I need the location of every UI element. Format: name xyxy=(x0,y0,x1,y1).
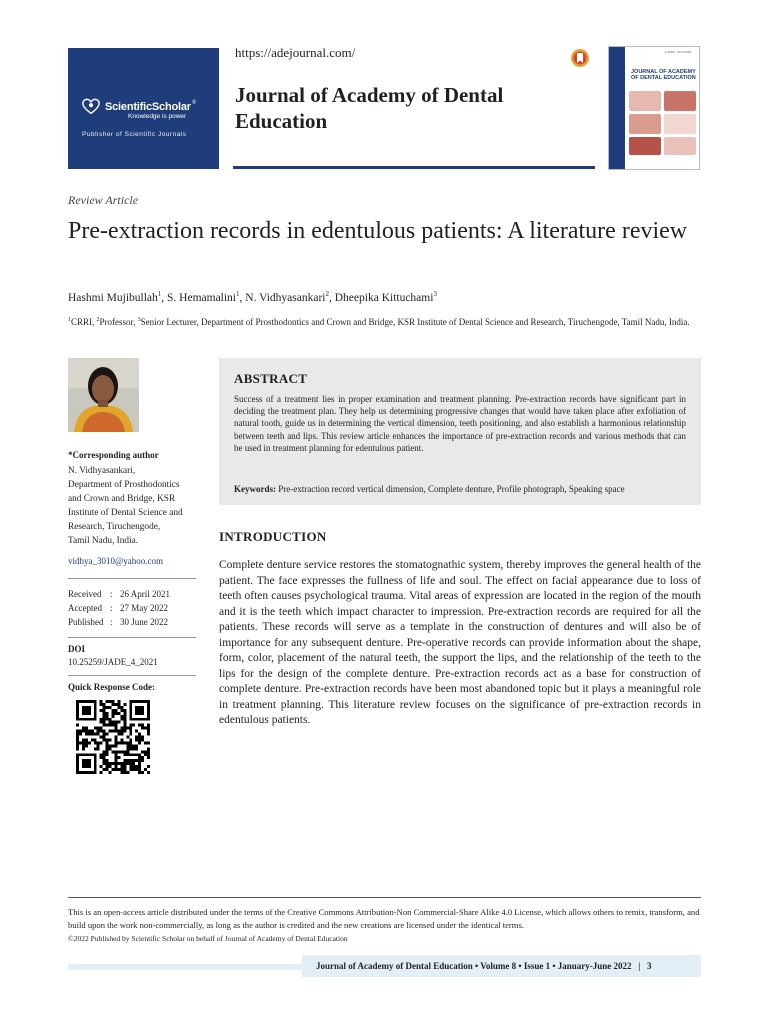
publisher-name: ScientificScholar xyxy=(105,101,191,113)
date-value: 30 June 2022 xyxy=(120,617,168,627)
keywords xyxy=(234,484,694,494)
author-photo xyxy=(68,358,139,432)
journal-cover-thumbnail: e-ISSN · Print ISSN JOURNAL OF ACADEMY OF DENTAL EDUCATION xyxy=(608,46,700,170)
keywords-text: Pre-extraction record vertical dimension, Complete denture, Profile photograph, Speaking space xyxy=(278,484,625,494)
journal-url-link[interactable]: https://adejournal.com/ xyxy=(235,45,356,60)
footer-journal-line: Journal of Academy of Dental Education • Volume 8 • Issue 1 • January-June 2022 | 3 xyxy=(316,961,652,971)
affiliation-text: Professor, xyxy=(99,317,138,327)
check-for-updates-icon[interactable] xyxy=(570,48,590,68)
author-name: Hashmi Mujibullah xyxy=(68,291,158,304)
date-value: 27 May 2022 xyxy=(120,603,168,613)
address-line: N. Vidhyasankari, xyxy=(68,466,136,476)
date-label: Received xyxy=(68,589,102,599)
address-line: Tamil Nadu, India. xyxy=(68,536,139,546)
address-line: Institute of Dental Science and xyxy=(68,508,183,518)
footer-band xyxy=(68,964,302,970)
affiliation-text: CRRI, xyxy=(71,317,97,327)
introduction-text: Complete denture service restores the stomatognathic system, thereby improves the general health of the patient. The face expresses the fullness of life and soul. The effect on facial appearance due to loss of teeth often causes psychological trauma. Vital areas of expression are located in the region of the mouth and it is the teeth which impact character to impression. Pre-extraction records are required for all the patients. These records will serve as a template in the construction of dentures and will also be of importance for any subsequent denture. Pre-operative records can provide information about the shape, form, color, placement of the natural teeth, the support the lips, and the relationship of the teeth to the lips for the design of the complete denture. Pre-extraction records act as a base for construction of complete denture. Pre-extraction records have been most abandoned topic but it plays a meaningful role in treatment planning. This literature review focuses on the significance of pre-extraction records in edentulous patients. xyxy=(219,559,701,726)
publisher-subline: Publisher of Scientific Journals xyxy=(82,131,187,138)
license-text: This is an open-access article distributed under the terms of the Creative Commons Attribution-Non Commercial-Share Alike 4.0 License, which allows others to remix, transform, and build upon the work non-commercially, as long as the author is credited and the new creations are licensed under the identical terms. xyxy=(68,907,700,930)
address-line: Research, Tiruchengode, xyxy=(68,522,161,532)
date-separator: : xyxy=(110,617,113,627)
license-notice xyxy=(68,906,708,945)
date-row xyxy=(68,587,170,601)
corresponding-author-heading: *Corresponding author xyxy=(68,450,159,460)
publisher-logo: ScientificScholar ® Knowledge is power Publisher of Scientific Journals xyxy=(68,48,219,169)
doi-link[interactable]: 10.25259/JADE_4_2021 xyxy=(68,657,158,667)
date-separator: : xyxy=(110,589,113,599)
article-type: Review Article xyxy=(68,193,139,207)
sidebar-divider xyxy=(68,578,196,579)
date-label: Accepted xyxy=(68,603,102,613)
author-affiliation-mark: 1 xyxy=(236,290,240,298)
date-value: 26 April 2021 xyxy=(120,589,171,599)
abstract-text: Success of a treatment lies in proper examination and treatment planning. Pre-extraction records have significant part in deciding the treatment plan. They help us determining progressive changes that would have taken place after exfoliation of natural tooth, guide us in determining the vertical dimension, teeth positioning, and also establish a harmonious relationship between teeth and lips. This review article enhances the importance of pre-extraction records and various methods that can be used in treatment planning for edentulous patient. xyxy=(234,394,686,453)
affiliation xyxy=(68,313,698,329)
author-name: S. Hemamalini xyxy=(167,291,237,304)
author-affiliation-mark: 3 xyxy=(433,290,437,298)
affiliation-text: Senior Lecturer, Department of Prosthodontics and Crown and Bridge, KSR Institute of Dental Science and Research, Tiruchengode, Tamil Nadu, India. xyxy=(140,317,690,327)
address-line: Department of Prosthodontics xyxy=(68,480,180,490)
affiliation-mark: 3 xyxy=(137,317,141,323)
published-by: ©2022 Published by Scientific Scholar on behalf of Journal of Academy of Dental Education xyxy=(68,934,348,943)
header-rule xyxy=(233,166,595,169)
article-title: Pre-extraction records in edentulous patients: A literature review xyxy=(68,218,688,244)
author-affiliation-mark: 1 xyxy=(157,290,162,298)
qr-code-label: Quick Response Code: xyxy=(68,682,156,692)
author-list: Hashmi Mujibullah$^1$, S. Hemamalini$^1$, N. Vidhyasankari$^2$, Dheepika Kittuchami$^3$ xyxy=(68,290,437,304)
author-affiliation-mark: 2 xyxy=(325,290,329,298)
scientificscholar-logo-icon xyxy=(82,98,100,116)
sidebar-divider xyxy=(68,637,196,638)
footer-rule xyxy=(68,897,701,898)
keywords-label: Keywords: xyxy=(234,484,276,494)
author-name: Dheepika Kittuchami xyxy=(334,291,434,304)
sidebar-divider xyxy=(68,675,196,676)
doi-label: DOI xyxy=(68,644,86,654)
date-row xyxy=(68,601,170,615)
cover-photos xyxy=(629,91,697,157)
affiliation-mark: 1 xyxy=(68,317,71,323)
publisher-tagline: Knowledge is power xyxy=(128,113,187,120)
introduction-heading: INTRODUCTION xyxy=(219,529,327,544)
date-label: Published xyxy=(68,617,104,627)
date-row xyxy=(68,615,170,629)
date-separator: : xyxy=(110,603,113,613)
corresponding-author-email[interactable]: vidhya_3010@yahoo.com xyxy=(68,556,164,566)
address-line: and Crown and Bridge, KSR xyxy=(68,494,176,504)
qr-code-icon[interactable] xyxy=(76,700,150,774)
abstract-heading: ABSTRACT xyxy=(234,371,308,386)
cover-title: JOURNAL OF ACADEMY OF DENTAL EDUCATION xyxy=(631,69,696,81)
article-dates xyxy=(68,587,170,629)
author-name: N. Vidhyasankari xyxy=(245,291,326,304)
affiliation-mark: 2 xyxy=(96,317,100,323)
corresponding-author-address xyxy=(68,464,208,548)
journal-title: Journal of Academy of Dental Education xyxy=(235,83,504,133)
